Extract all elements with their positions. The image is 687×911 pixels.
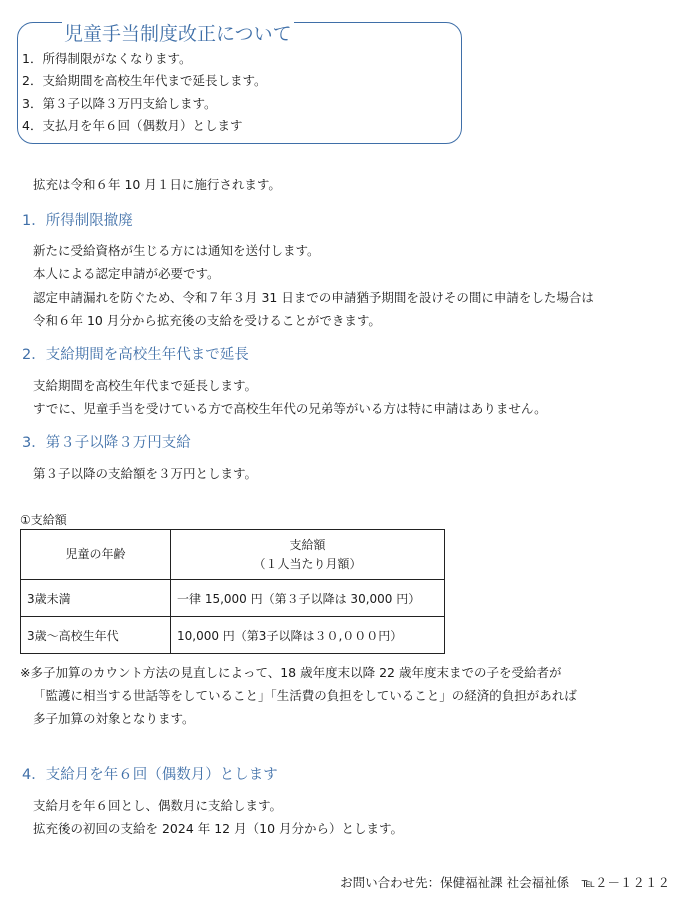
table-caption: ①支給額 [20, 513, 67, 527]
section2-line: すでに、児童手当を受けている方で高校生年代の兄弟等がいる方は特に申請はありません。 [33, 401, 547, 416]
section2-heading: 2．支給期間を高校生年代まで延長 [22, 347, 249, 363]
section1-line: 本人による認定申請が必要です。 [33, 266, 220, 281]
section1-line: 令和６年 10 月分から拡充後の支給を受けることができます。 [33, 313, 381, 328]
table-cell-amount: 一律 15,000 円（第３子以降は 30,000 円） [171, 580, 445, 617]
notice-item-2: 2．支給期間を高校生年代まで延長します。 [22, 73, 267, 88]
table-cell-age: 3歳未満 [21, 580, 171, 617]
table-header-amount-label: 支給額 [289, 537, 326, 552]
table-cell-amount: 10,000 円（第3子以降は３０,０００円） [171, 617, 445, 654]
section1-line: 新たに受給資格が生じる方には通知を送付します。 [33, 243, 320, 258]
notice-item-4: 4．支払月を年６回（偶数月）とします [22, 118, 243, 133]
table-cell-age: 3歳～高校生年代 [21, 617, 171, 654]
table-row [21, 580, 445, 617]
section4-line: 拡充後の初回の支給を 2024 年 12 月（10 月分から）とします。 [33, 821, 403, 836]
note-line: 多子加算の対象となります。 [33, 711, 195, 726]
section3-heading: 3．第３子以降３万円支給 [22, 435, 191, 451]
note-line: ※多子加算のカウント方法の見直しによって、18 歳年度末以降 22 歳年度末までの子を受給者が [20, 665, 562, 680]
table-header-amount-sub: （１人当たり月額） [253, 556, 362, 571]
section1-line: 認定申請漏れを防ぐため、令和７年３月 31 日までの申請猶予期間を設けその間に申請をした場合は [33, 290, 594, 305]
section4-heading: 4．支給月を年６回（偶数月）とします [22, 767, 278, 783]
notice-item-1: 1．所得制限がなくなります。 [22, 51, 192, 66]
table-row [21, 617, 445, 654]
notice-title: 児童手当制度改正について [64, 23, 292, 45]
section2-line: 支給期間を高校生年代まで延長します。 [33, 378, 258, 393]
notice-item-3: 3．第３子以降３万円支給します。 [22, 96, 217, 111]
amount-table [20, 529, 445, 654]
table-header-row [21, 530, 445, 580]
note-line: 「監護に相当する世話等をしていること」「生活費の負担をしていること」の経済的負担があれば [33, 688, 577, 703]
intro-text: 拡充は令和６年 10 月１日に施行されます。 [33, 177, 281, 192]
table-header-age: 児童の年齢 [21, 530, 171, 580]
table-header-amount [171, 530, 445, 580]
section1-heading: 1．所得制限撤廃 [22, 213, 133, 229]
section4-line: 支給月を年６回とし、偶数月に支給します。 [33, 798, 283, 813]
section3-line: 第３子以降の支給額を３万円とします。 [33, 466, 258, 481]
contact-footer: お問い合わせ先：保健福祉課 社会福祉係 ℡２－１２１２ [340, 875, 670, 890]
